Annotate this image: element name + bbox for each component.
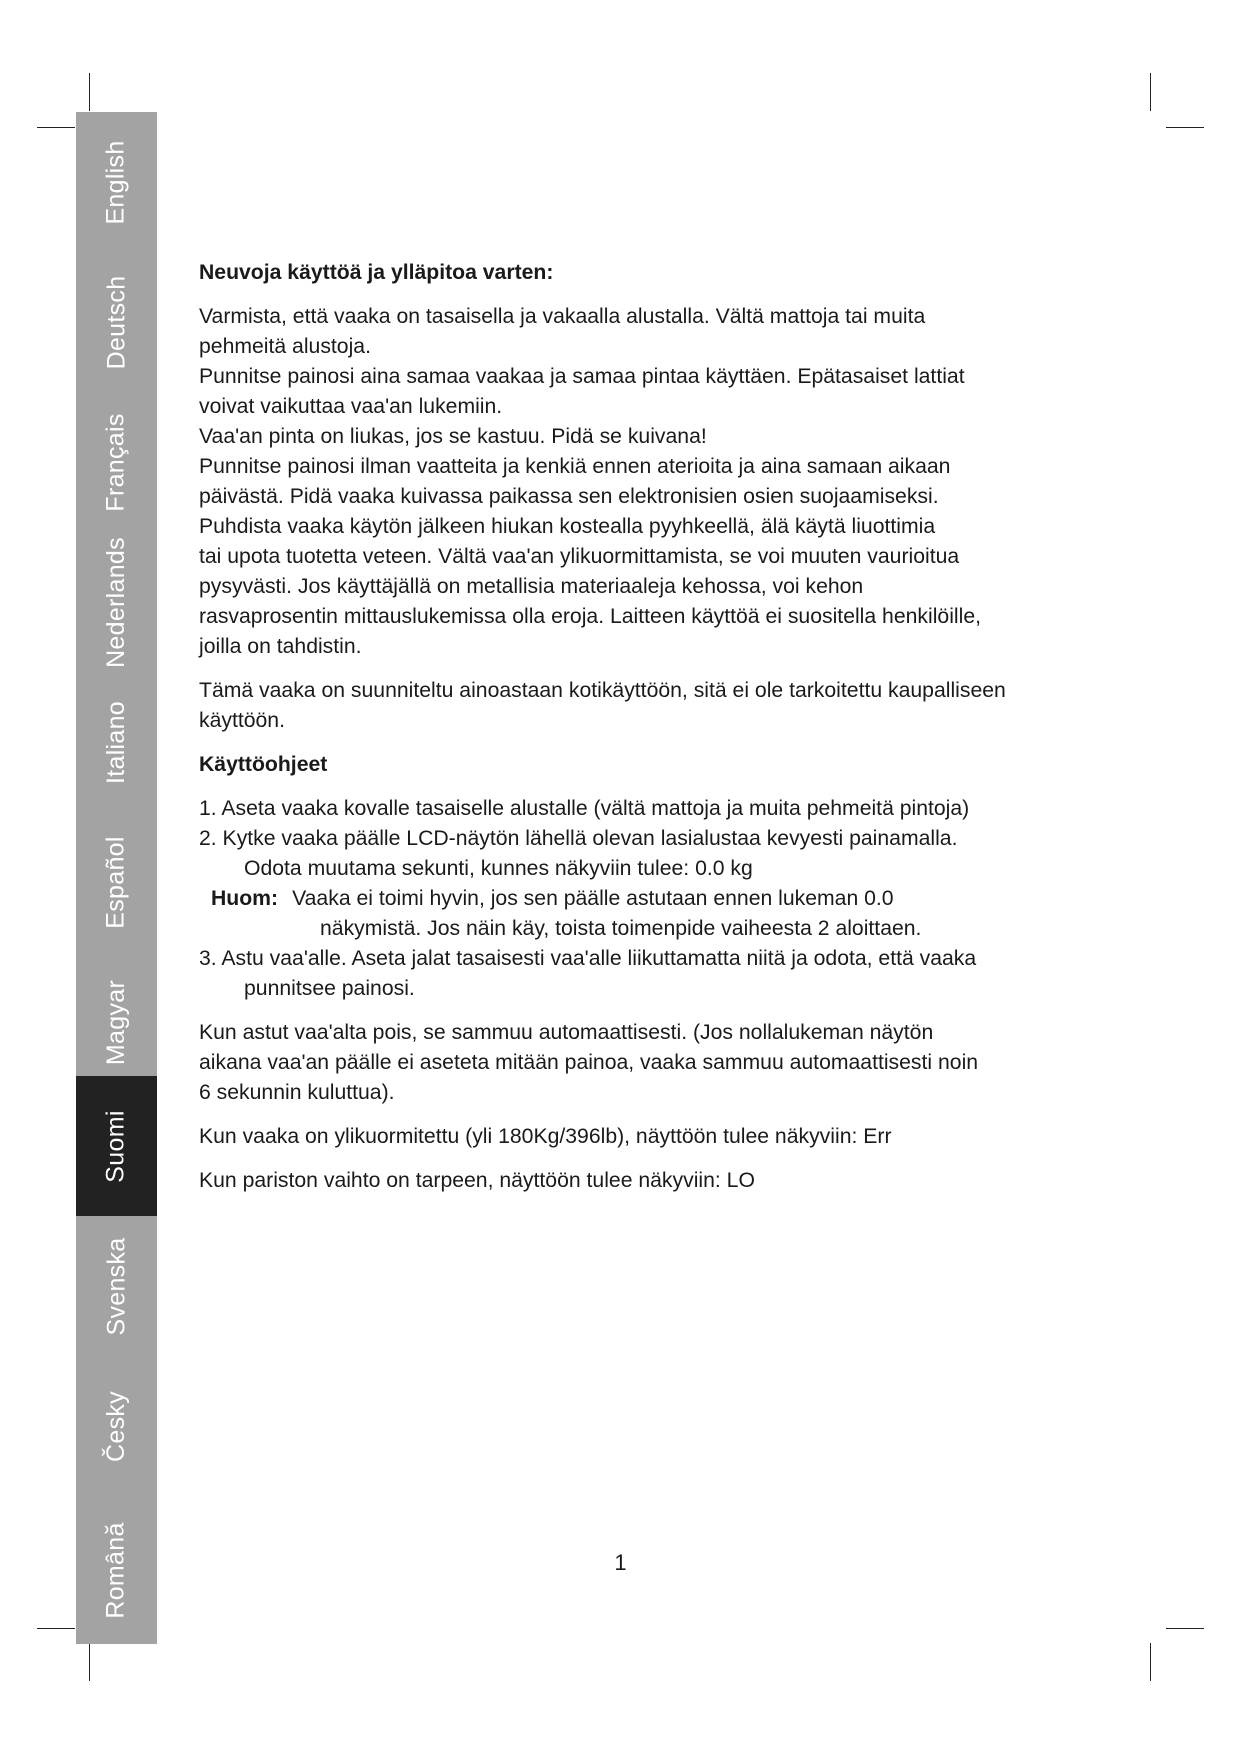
- text-line: Kun astut vaa'alta pois, se sammuu automaattisesti. (Jos nollalukeman näytön: [199, 1021, 934, 1044]
- crop-mark: [37, 127, 75, 128]
- section-heading-maintenance: Neuvoja käyttöä ja ylläpitoa varten:: [199, 261, 554, 284]
- section-heading-instructions: Käyttöohjeet: [199, 753, 328, 776]
- tab-italiano: Italiano: [102, 700, 131, 784]
- note-block: [199, 884, 1079, 914]
- text-line: Punnitse painosi aina samaa vaakaa ja samaa pintaa käyttäen. Epätasaiset lattiat: [199, 365, 965, 388]
- crop-mark: [89, 1643, 90, 1681]
- crop-mark: [1150, 73, 1151, 111]
- note-text-continued: näkymistä. Jos näin käy, toista toimenpide vaiheesta 2 aloittaen.: [320, 917, 922, 940]
- overload-paragraph: Kun vaaka on ylikuormitettu (yli 180Kg/396lb), näyttöön tulee näkyviin: Err: [199, 1125, 892, 1148]
- list-item-step-2: 2. Kytke vaaka päälle LCD-näytön lähellä olevan lasialustaa kevyesti painamalla.: [199, 827, 958, 850]
- text-line: aikana vaa'an päälle ei aseteta mitään painoa, vaaka sammuu automaattisesti noin: [199, 1051, 979, 1074]
- text-line: käyttöön.: [199, 709, 285, 732]
- text-line: Vaa'an pinta on liukas, jos se kastuu. Pidä se kuivana!: [199, 425, 707, 448]
- note-label: Huom:: [211, 887, 279, 910]
- tab-espanol: Español: [102, 835, 131, 929]
- text-line: Punnitse painosi ilman vaatteita ja kenkiä ennen aterioita ja aina samaan aikaan: [199, 455, 951, 478]
- text-line: Puhdista vaaka käytön jälkeen hiukan kostealla pyyhkeellä, älä käytä liuottimia: [199, 515, 936, 538]
- tab-english: English: [102, 139, 131, 225]
- tab-romana: Română: [102, 1521, 131, 1619]
- instruction-list: [199, 794, 1079, 1004]
- tab-deutsch: Deutsch: [102, 275, 130, 369]
- crop-mark: [89, 73, 90, 111]
- auto-off-paragraph: [199, 1018, 1079, 1108]
- text-line: tai upota tuotetta veteen. Vältä vaa'an ylikuormittamista, se voi muuten vaurioitua: [199, 545, 960, 568]
- crop-mark: [37, 1628, 75, 1629]
- page-number: 1: [614, 1550, 627, 1575]
- list-item-step-2-continued: Odota muutama sekunti, kunnes näkyviin tulee: 0.0 kg: [244, 857, 753, 880]
- text-line: voivat vaikuttaa vaa'an lukemiin.: [199, 395, 503, 418]
- page-content: [199, 258, 1079, 1196]
- tab-svenska: Svenska: [102, 1237, 130, 1335]
- text-line: 6 sekunnin kuluttua).: [199, 1081, 395, 1104]
- text-line: Tämä vaaka on suunniteltu ainoastaan kotikäyttöön, sitä ei ole tarkoitettu kaupalliseen: [199, 679, 1006, 702]
- text-line: joilla on tahdistin.: [199, 635, 362, 658]
- crop-mark: [1166, 127, 1204, 128]
- tab-magyar: Magyar: [102, 979, 131, 1065]
- list-item-step-1: 1. Aseta vaaka kovalle tasaiselle alustalle (vältä mattoja ja muita pehmeitä pintoja): [199, 797, 970, 820]
- tab-nederlands: Nederlands: [102, 536, 131, 668]
- list-item-step-3-continued: punnitsee painosi.: [244, 977, 415, 1000]
- text-line: Varmista, että vaaka on tasaisella ja vakaalla alustalla. Vältä mattoja tai muita: [199, 305, 926, 328]
- maintenance-paragraph: [199, 302, 1079, 662]
- text-line: pysyvästi. Jos käyttäjällä on metallisia materiaaleja kehossa, voi kehon: [199, 575, 864, 598]
- home-use-paragraph: [199, 676, 1079, 736]
- tab-cesky: Česky: [102, 1390, 130, 1462]
- battery-paragraph: Kun pariston vaihto on tarpeen, näyttöön tulee näkyviin: LO: [199, 1169, 755, 1192]
- tab-francais: Français: [102, 412, 131, 512]
- text-line: rasvaprosentin mittauslukemissa olla eroja. Laitteen käyttöä ei suositella henkilöille,: [199, 605, 981, 628]
- text-line: pehmeitä alustoja.: [199, 335, 371, 358]
- language-tab-strip: [76, 112, 157, 1644]
- text-line: päivästä. Pidä vaaka kuivassa paikassa sen elektronisien osien suojaamiseksi.: [199, 485, 939, 508]
- note-text: Vaaka ei toimi hyvin, jos sen päälle astutaan ennen lukeman 0.0: [292, 887, 894, 910]
- crop-mark: [1166, 1628, 1204, 1629]
- list-item-step-3: 3. Astu vaa'alle. Aseta jalat tasaisesti vaa'alle liikuttamatta niitä ja odota, että vaaka: [199, 947, 977, 970]
- crop-mark: [1150, 1643, 1151, 1681]
- tab-suomi: Suomi: [76, 1076, 157, 1216]
